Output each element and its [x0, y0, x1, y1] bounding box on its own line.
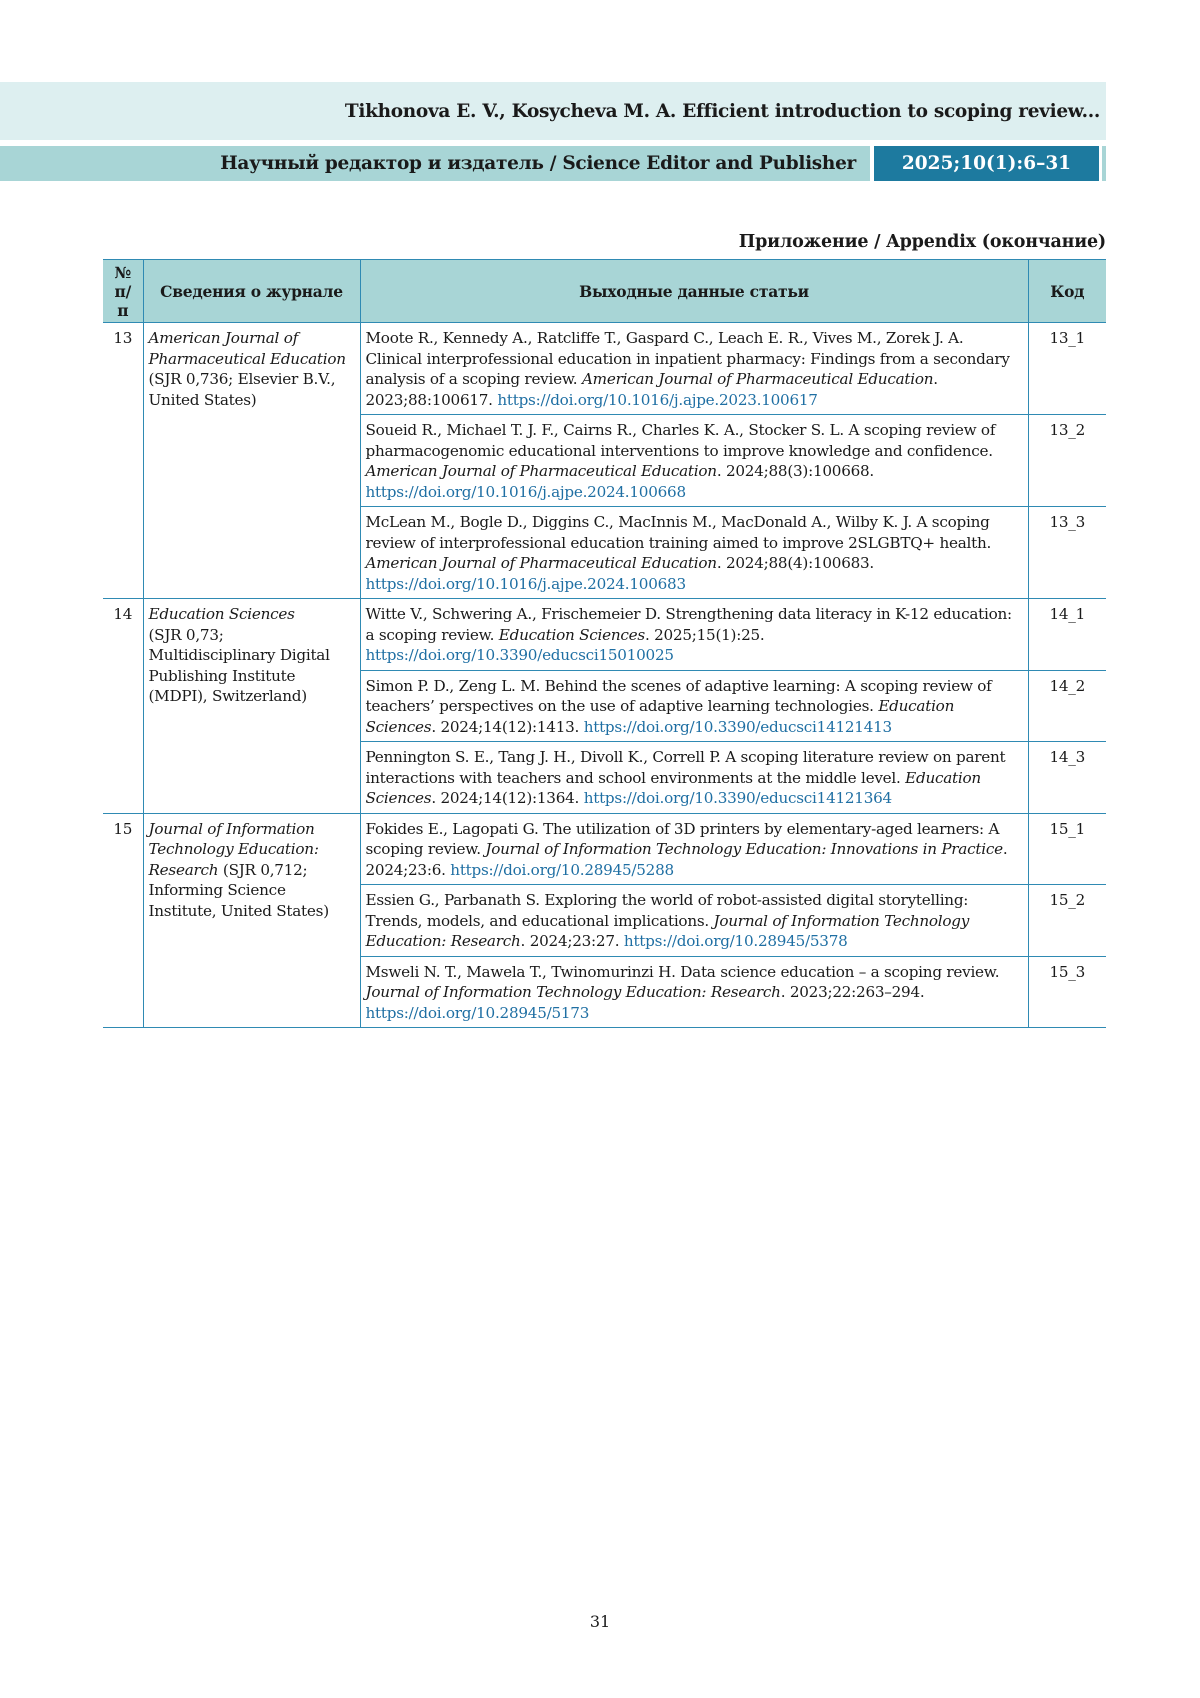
article-authors: Witte V., Schwering A., Frischemeier D. Strengthening data literacy in K-12 education: a scoping review.	[366, 605, 1012, 644]
journal-header-bar	[0, 146, 1106, 181]
article-source: American Journal of Pharmaceutical Education	[582, 370, 933, 388]
table-header-row	[103, 260, 1106, 323]
article-source: Education Sciences	[366, 769, 981, 808]
header-journal: Сведения о журнале	[143, 260, 360, 323]
article-details: . 2024;23:6.	[366, 840, 1008, 879]
article-details: . 2024;88(4):100683.	[717, 554, 874, 572]
issue-citation: 2025;10(1):6–31	[874, 146, 1099, 181]
doi-link[interactable]: https://doi.org/10.28945/5173	[366, 1004, 590, 1022]
header-accent	[1102, 146, 1106, 181]
article-source: Education Sciences	[366, 697, 955, 736]
article-citation	[360, 670, 1028, 742]
journal-info	[143, 323, 360, 599]
article-source: Journal of Information Technology Education: Research	[366, 983, 781, 1001]
article-citation	[360, 885, 1028, 957]
article-authors: Pennington S. E., Tang J. H., Divoll K., Correll P. A scoping literature review on parent interactions with teachers and school environments at the middle level.	[366, 748, 1006, 787]
article-details: . 2024;88(3):100668.	[717, 462, 874, 480]
article-details: . 2024;14(12):1364.	[431, 789, 583, 807]
article-authors: Moote R., Kennedy A., Ratcliffe T., Gaspard C., Leach E. R., Vives M., Zorek J. A. Clinical interprofessional education in inpatient pharmacy: Findings from a secondary analysis of a scoping review.	[366, 329, 1010, 388]
article-details: . 2024;14(12):1413.	[431, 718, 583, 736]
article-authors: Soueid R., Michael T. J. F., Cairns R., Charles K. A., Stocker S. L. A scoping review of pharmacogenomic educational interventions to improve knowledge and confidence.	[366, 421, 996, 460]
journal-info	[143, 599, 360, 814]
row-number: 14	[103, 599, 143, 814]
article-details: . 2024;23:27.	[521, 932, 624, 950]
journal-name: American Journal of Pharmaceutical Education	[149, 329, 346, 368]
journal-info	[143, 813, 360, 1028]
doi-link[interactable]: https://doi.org/10.3390/educsci15010025	[366, 646, 674, 664]
article-authors: McLean M., Bogle D., Diggins C., MacInnis M., MacDonald A., Wilby K. J. A scoping review of interprofessional education training aimed to improve 2SLGBTQ+ health.	[366, 513, 992, 552]
article-citation	[360, 742, 1028, 814]
article-code: 14_2	[1028, 670, 1106, 742]
article-authors: Msweli N. T., Mawela T., Twinomurinzi H. Data science education – a scoping review.	[366, 963, 1000, 981]
running-title: Tikhonova E. V., Kosycheva M. A. Efficient introduction to scoping review...	[0, 82, 1106, 140]
article-source: Education Sciences	[499, 626, 645, 644]
doi-link[interactable]: https://doi.org/10.28945/5288	[450, 861, 674, 879]
table-row	[103, 599, 1106, 671]
doi-link[interactable]: https://doi.org/10.1016/j.ajpe.2024.100683	[366, 575, 686, 593]
article-code: 15_2	[1028, 885, 1106, 957]
page-number: 31	[0, 1612, 1200, 1631]
article-details: . 2025;15(1):25.	[645, 626, 765, 644]
header-code: Код	[1028, 260, 1106, 323]
article-source: American Journal of Pharmaceutical Education	[366, 462, 717, 480]
article-citation	[360, 415, 1028, 507]
article-source: Journal of Information Technology Education: Innovations in Practice	[485, 840, 1002, 858]
article-code: 15_3	[1028, 956, 1106, 1028]
journal-name: Education Sciences	[149, 605, 295, 623]
article-code: 13_1	[1028, 323, 1106, 415]
article-authors: Simon P. D., Zeng L. M. Behind the scenes of adaptive learning: A scoping review of teachers’ perspectives on the use of adaptive learning technologies.	[366, 677, 992, 716]
article-details: . 2023;88:100617.	[366, 370, 938, 409]
appendix-table	[103, 259, 1106, 1028]
doi-link[interactable]: https://doi.org/10.3390/educsci14121364	[584, 789, 892, 807]
article-authors: Essien G., Parbanath S. Exploring the world of robot-assisted digital storytelling: Trends, models, and educational implications.	[366, 891, 969, 930]
header-article: Выходные данные статьи	[360, 260, 1028, 323]
article-source: Journal of Information Technology Education: Research	[366, 912, 970, 951]
doi-link[interactable]: https://doi.org/10.28945/5378	[624, 932, 848, 950]
row-number: 15	[103, 813, 143, 1028]
appendix-title: Приложение / Appendix (окончание)	[739, 232, 1106, 252]
row-number: 13	[103, 323, 143, 599]
table-row	[103, 323, 1106, 415]
journal-name: Journal of Information Technology Education: Research	[149, 820, 319, 879]
article-citation	[360, 599, 1028, 671]
header-num: № п/п	[103, 260, 143, 323]
article-citation	[360, 323, 1028, 415]
article-citation	[360, 956, 1028, 1028]
journal-details: (SJR 0,712; Informing Science Institute, United States)	[149, 861, 329, 920]
article-code: 13_2	[1028, 415, 1106, 507]
journal-title: Научный редактор и издатель / Science Editor and Publisher	[0, 146, 870, 181]
article-code: 13_3	[1028, 507, 1106, 599]
article-code: 15_1	[1028, 813, 1106, 885]
doi-link[interactable]: https://doi.org/10.1016/j.ajpe.2023.100617	[497, 391, 817, 409]
article-authors: Fokides E., Lagopati G. The utilization of 3D printers by elementary-aged learners: A scoping review.	[366, 820, 1000, 859]
article-citation	[360, 507, 1028, 599]
article-code: 14_1	[1028, 599, 1106, 671]
table-row	[103, 813, 1106, 885]
doi-link[interactable]: https://doi.org/10.1016/j.ajpe.2024.100668	[366, 483, 686, 501]
doi-link[interactable]: https://doi.org/10.3390/educsci14121413	[584, 718, 892, 736]
article-source: American Journal of Pharmaceutical Education	[366, 554, 717, 572]
article-code: 14_3	[1028, 742, 1106, 814]
article-citation	[360, 813, 1028, 885]
article-details: . 2023;22:263–294.	[781, 983, 925, 1001]
journal-details: (SJR 0,736; Elsevier B.V., United States)	[149, 370, 336, 409]
journal-details: (SJR 0,73; Multidisciplinary Digital Publishing Institute (MDPI), Switzerland)	[149, 626, 330, 706]
